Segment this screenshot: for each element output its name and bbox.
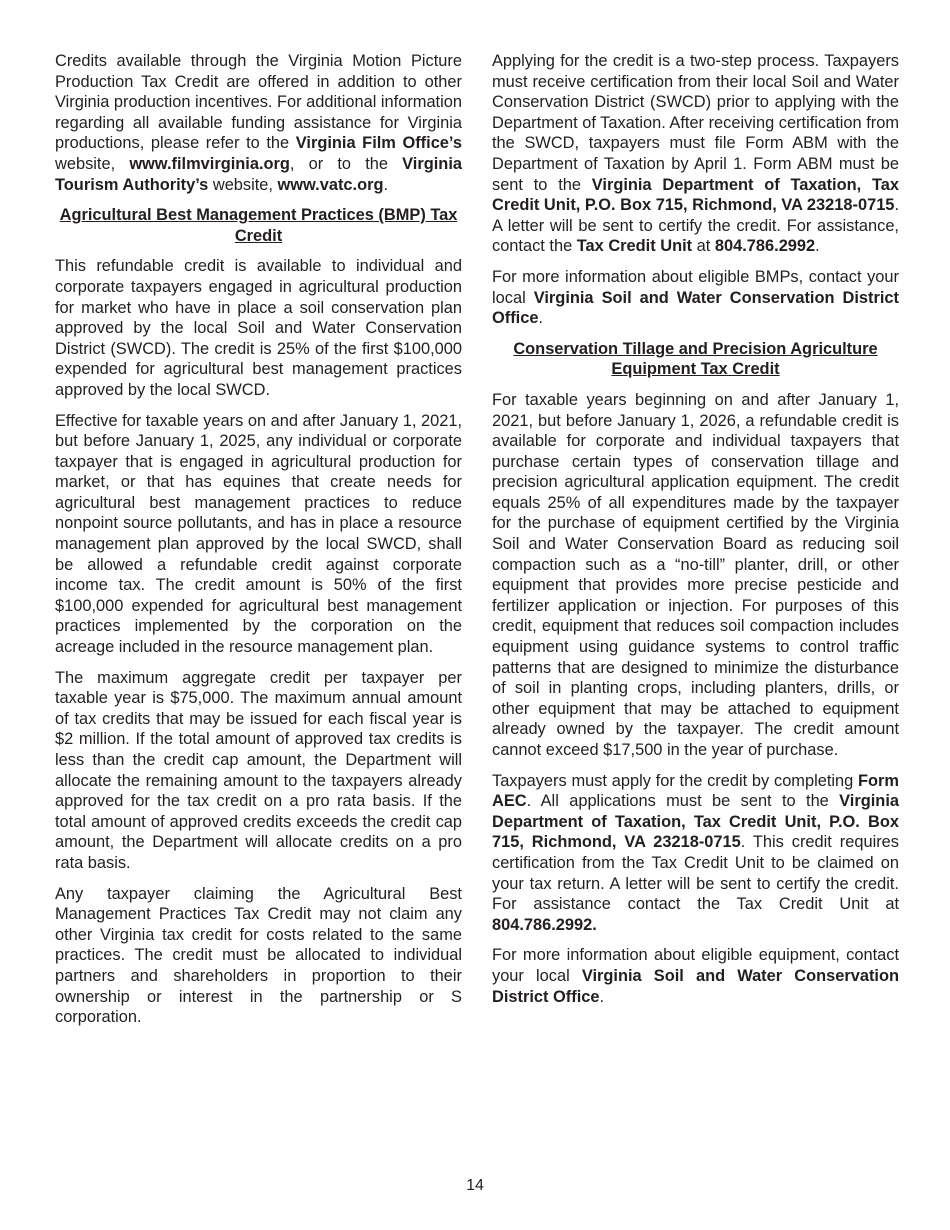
bold-text: Virginia Tourism Authority’s xyxy=(55,154,462,194)
bold-text: Form AEC xyxy=(492,771,899,811)
text: For more information about eligible equipment, contact your local xyxy=(492,946,899,985)
text: . This credit requires certification from the Tax Credit Unit to be claimed on your tax return. A letter will be sent to certify the credit. For assistance contact the Tax Credit Unit at xyxy=(492,833,899,914)
text: Credits available through the Virginia Motion Picture Production Tax Credit are offered in addition to other Virginia production incentives. For additional information regarding all available funding assistance for Virginia productions, please refer to the xyxy=(55,52,462,153)
text: . A letter will be sent to certify the credit. For assistance, contact the xyxy=(492,196,899,256)
section-heading xyxy=(492,339,899,380)
bold-text: Virginia Department of Taxation, Tax Credit Unit, P.O. Box 715, Richmond, VA 23218-0715 xyxy=(492,792,899,852)
text: Effective for taxable years on and after January 1, 2021, but before January 1, 2025, any individual or corporate taxpayer that is engaged in agricultural production for market, or that has equines that create needs for agricultural best management practices to reduce nonpoint source pollutants, and has in place a resource management plan approved by the local SWCD, shall be allowed a refundable credit against corporate income tax. The credit amount is 50% of the first $100,000 expended for agricultural best management practices implemented by the corporation on the acreage included in the resource management plan. xyxy=(55,411,462,657)
section-heading xyxy=(55,205,462,246)
bold-text: Virginia Film Office’s xyxy=(295,134,462,153)
text: For more information about eligible BMPs, contact your local xyxy=(492,267,899,307)
bold-text: www.vatc.org xyxy=(277,175,384,194)
page-number: 14 xyxy=(466,1177,484,1194)
paragraph xyxy=(55,668,462,874)
paragraph xyxy=(55,884,462,1028)
text: at xyxy=(692,237,715,256)
left-column xyxy=(55,51,462,1038)
text: The maximum aggregate credit per taxpayer per taxable year is $75,000. The maximum annual amount of tax credits that may be issued for each fiscal year is $2 million. If the total amount of approved tax credits is less than the credit cap amount, the Department will allocate the remaining amount to the taxpayers already approved for the tax credit on a pro rata basis. If the total amount of approved credits exceeds the credit cap amount, the Department will allocate credits on a pro rata basis. xyxy=(55,668,462,872)
bold-text: www.filmvirginia.org xyxy=(129,154,290,173)
bold-text: Virginia Soil and Water Conservation District Office xyxy=(492,288,899,328)
paragraph xyxy=(492,390,899,761)
paragraph xyxy=(492,945,899,1007)
paragraph xyxy=(55,51,462,195)
text: Any taxpayer claiming the Agricultural Best Management Practices Tax Credit may not claim any other Virginia tax credit for costs related to the same practices. The credit must be allocated to individual partners and shareholders in proportion to their ownership or interest in the partnership or S corporation. xyxy=(55,884,462,1027)
text: Agricultural Best Management Practices (BMP) Tax Credit xyxy=(59,206,458,245)
paragraph xyxy=(492,51,899,257)
text: This refundable credit is available to individual and corporate taxpayers engaged in agricultural production for market who have in place a soil conservation plan approved by the local Soil and Water Conservation District (SWCD). The credit is 25% of the first $100,000 expended for agricultural best management practices approved by the local SWCD. xyxy=(55,257,462,399)
text: . xyxy=(538,309,544,328)
bold-text: Tax Credit Unit xyxy=(576,237,693,256)
paragraph xyxy=(55,256,462,400)
paragraph xyxy=(55,411,462,658)
text: Conservation Tillage and Precision Agriculture Equipment Tax Credit xyxy=(513,339,878,379)
bold-text: Virginia Soil and Water Conservation District Office xyxy=(492,966,899,1006)
text: website, xyxy=(208,175,278,194)
bold-text: Virginia Department of Taxation, Tax Credit Unit, P.O. Box 715, Richmond, VA 23218-0715 xyxy=(492,175,899,215)
text: . xyxy=(599,987,605,1006)
paragraph xyxy=(492,771,899,936)
text: . xyxy=(383,175,389,194)
right-column xyxy=(492,51,899,1017)
text: . All applications must be sent to the xyxy=(526,792,840,811)
text: , or to the xyxy=(289,154,403,173)
text: Taxpayers must apply for the credit by completing xyxy=(492,771,859,790)
bold-text: 804.786.2992. xyxy=(492,915,597,934)
text: For taxable years beginning on and after January 1, 2021, but before January 1, 2026, a refundable credit is available for corporate and individual taxpayers that purchase certain types of conservation tillage and precision agricultural application equipment. The credit equals 25% of all expenditures made by the taxpayer for the purchase of equipment certified by the Virginia Soil and Water Conservation Board as reducing soil compaction such as a “no-till” planter, drill, or other equipment that provides more precise pesticide and fertilizer application or injection. For purposes of this credit, equipment that reduces soil compaction includes equipment using guidance systems to control traffic patterns that are designed to minimize the disturbance of soil in planting crops, including planters, drills, or other equipment that may be attached to equipment already owned by the taxpayer. The credit amount cannot exceed $17,500 in the year of purchase. xyxy=(492,390,899,759)
text: website, xyxy=(55,154,130,173)
paragraph xyxy=(492,267,899,329)
text: Applying for the credit is a two-step process. Taxpayers must receive certification from their local Soil and Water Conservation District (SWCD) prior to applying with the Department of Taxation. After receiving certification from the SWCD, taxpayers must file Form ABM with the Department of Taxation by April 1. Form ABM must be sent to the xyxy=(492,52,899,194)
text: . xyxy=(815,237,820,256)
bold-text: 804.786.2992 xyxy=(714,237,816,256)
